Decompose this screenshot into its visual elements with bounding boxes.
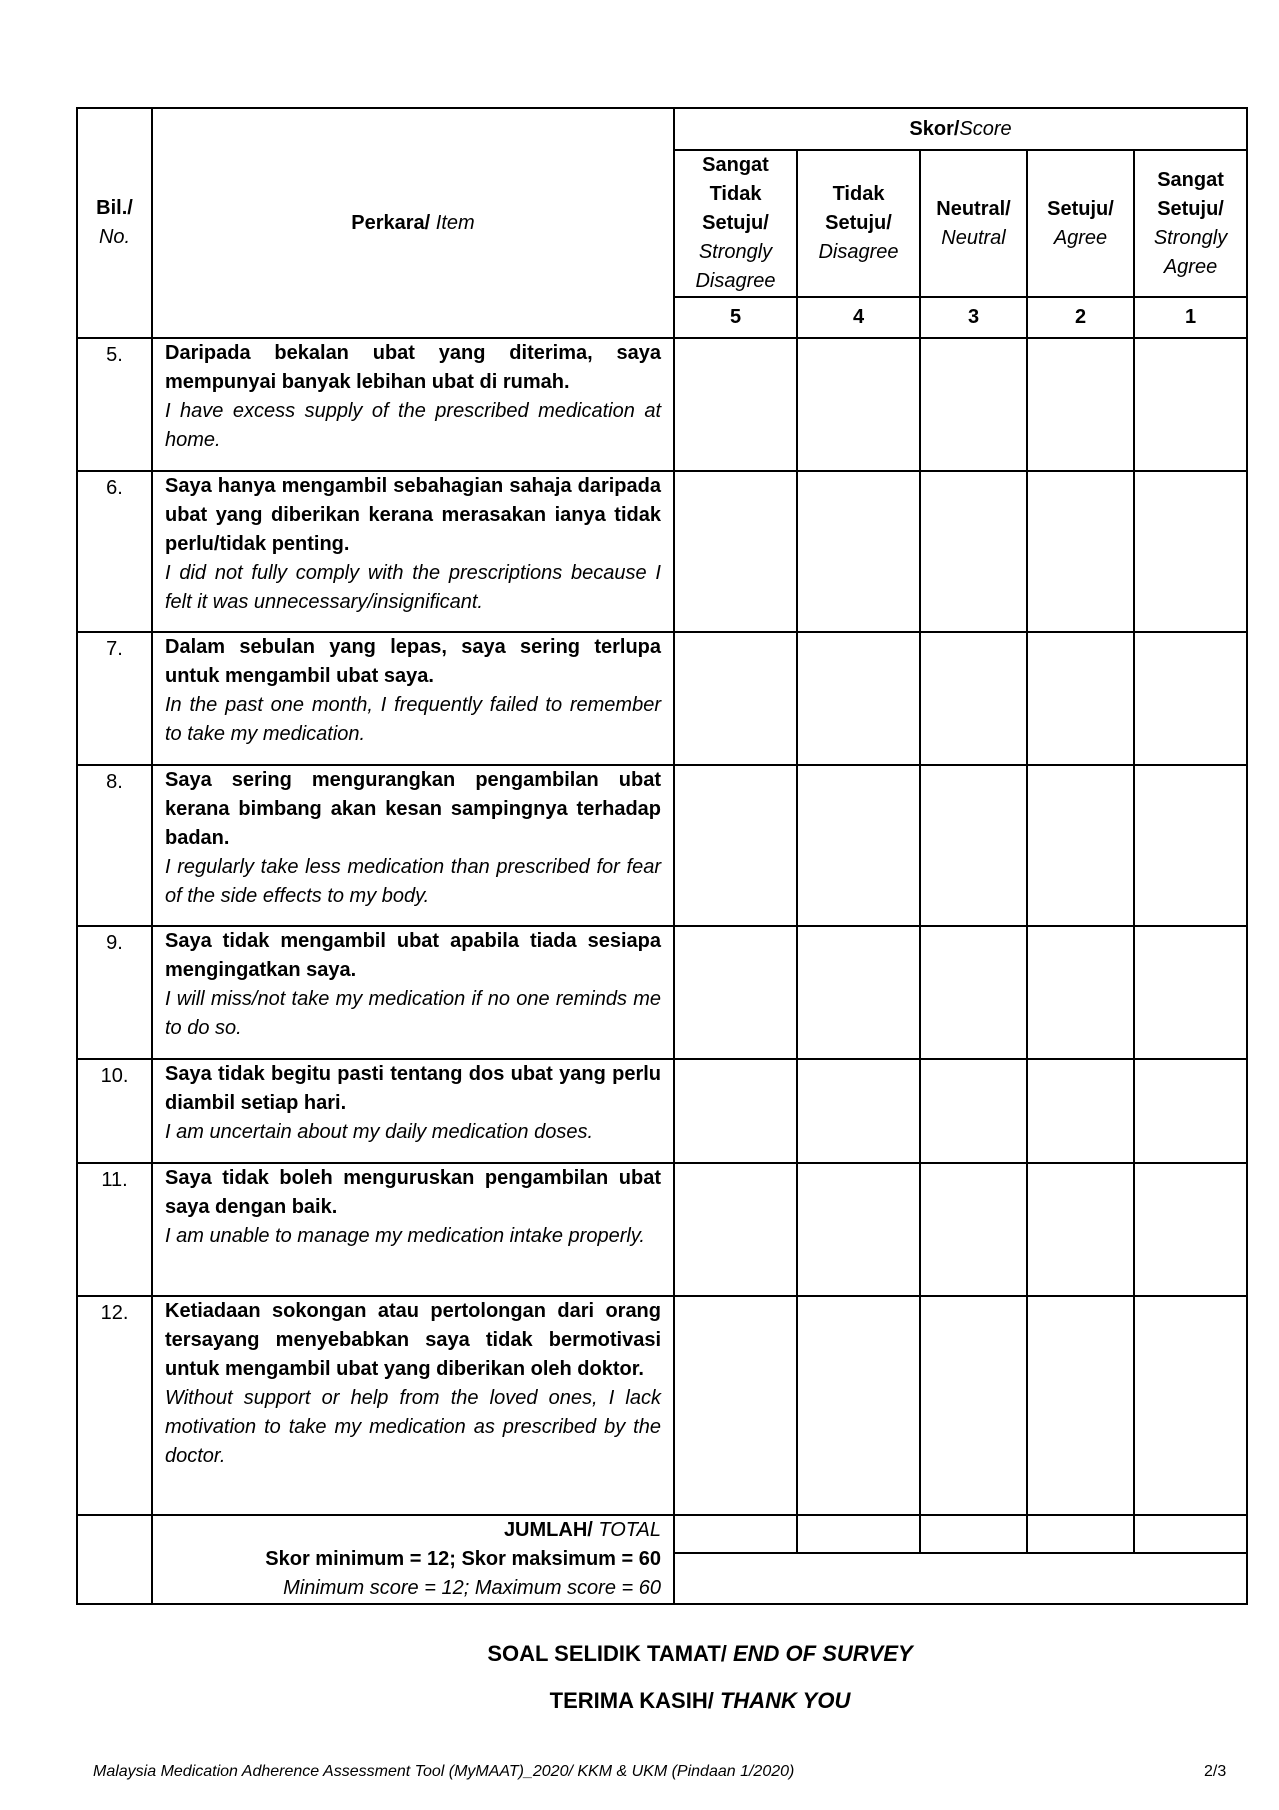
table-row bbox=[77, 765, 1247, 926]
scale-label-bm: Neutral/ bbox=[936, 197, 1011, 220]
item-text-en: I have excess supply of the prescribed medication at home. bbox=[165, 400, 661, 451]
score-cell-2[interactable] bbox=[1027, 765, 1134, 926]
header-item-bm: Perkara/ bbox=[351, 211, 431, 234]
score-cell-5[interactable] bbox=[674, 1296, 797, 1515]
page-number: 2/3 bbox=[1204, 1763, 1227, 1780]
scale-value: 3 bbox=[920, 297, 1027, 338]
score-cell-5[interactable] bbox=[674, 471, 797, 632]
score-cell-2[interactable] bbox=[1027, 1163, 1134, 1296]
scale-strongly-disagree bbox=[674, 150, 797, 297]
total-cell-4[interactable] bbox=[797, 1515, 920, 1553]
total-label-en: TOTAL bbox=[592, 1519, 661, 1541]
total-cell-2[interactable] bbox=[1027, 1515, 1134, 1553]
scale-label-bm: Sangat Setuju/ bbox=[1157, 168, 1224, 220]
score-cell-5[interactable] bbox=[674, 926, 797, 1059]
score-cell-3[interactable] bbox=[920, 338, 1027, 471]
score-cell-4[interactable] bbox=[797, 1059, 920, 1163]
scale-label-en: Disagree bbox=[818, 241, 899, 263]
score-cell-2[interactable] bbox=[1027, 1059, 1134, 1163]
score-cell-3[interactable] bbox=[920, 471, 1027, 632]
score-cell-3[interactable] bbox=[920, 926, 1027, 1059]
header-score bbox=[674, 108, 1247, 150]
score-cell-1[interactable] bbox=[1134, 765, 1247, 926]
total-row bbox=[77, 1515, 1247, 1553]
footer-note: Malaysia Medication Adherence Assessment Tool (MyMAAT)_2020/ KKM & UKM (Pindaan 1/2020) bbox=[93, 1763, 795, 1780]
scale-label-bm: Tidak Setuju/ bbox=[825, 183, 892, 234]
end-of-survey-bm: SOAL SELIDIK TAMAT/ bbox=[487, 1641, 733, 1666]
table-row bbox=[77, 926, 1247, 1059]
item-text-en: I will miss/not take my medication if no one reminds me to do so. bbox=[165, 988, 661, 1039]
score-cell-3[interactable] bbox=[920, 1163, 1027, 1296]
score-cell-5[interactable] bbox=[674, 765, 797, 926]
thank-you-en: THANK YOU bbox=[719, 1688, 851, 1713]
item-text-bm: Daripada bekalan ubat yang diterima, saya mempunyai banyak lebihan ubat di rumah. bbox=[165, 342, 661, 393]
item-text-en: I regularly take less medication than prescribed for fear of the side effects to my body. bbox=[165, 856, 661, 907]
table-row bbox=[77, 1059, 1247, 1163]
item-number: 11. bbox=[77, 1163, 152, 1296]
item-text bbox=[152, 926, 674, 1059]
header-no-bm: Bil./ bbox=[96, 197, 133, 219]
item-text-bm: Saya tidak boleh menguruskan pengambilan ubat saya dengan baik. bbox=[165, 1167, 661, 1218]
end-of-survey bbox=[0, 1641, 1279, 1667]
score-cell-2[interactable] bbox=[1027, 338, 1134, 471]
item-text bbox=[152, 1059, 674, 1163]
score-cell-3[interactable] bbox=[920, 1059, 1027, 1163]
header-item-en: Item bbox=[430, 211, 475, 234]
header-no-en: No. bbox=[98, 226, 131, 248]
item-text-bm: Dalam sebulan yang lepas, saya sering terlupa untuk mengambil ubat saya. bbox=[165, 636, 661, 687]
item-text bbox=[152, 1163, 674, 1296]
item-number: 12. bbox=[77, 1296, 152, 1515]
score-cell-4[interactable] bbox=[797, 1163, 920, 1296]
table-row bbox=[77, 632, 1247, 765]
scale-value: 1 bbox=[1134, 297, 1247, 338]
score-cell-4[interactable] bbox=[797, 632, 920, 765]
score-range-en: Minimum score = 12; Maximum score = 60 bbox=[283, 1577, 661, 1599]
item-number: 8. bbox=[77, 765, 152, 926]
total-no-cell bbox=[77, 1515, 152, 1604]
item-text-bm: Saya sering mengurangkan pengambilan ubat kerana bimbang akan kesan sampingnya terhadap badan. bbox=[165, 769, 661, 849]
item-number: 7. bbox=[77, 632, 152, 765]
item-number: 9. bbox=[77, 926, 152, 1059]
item-text bbox=[152, 471, 674, 632]
scale-value: 5 bbox=[674, 297, 797, 338]
scale-neutral bbox=[920, 150, 1027, 297]
total-cell-5[interactable] bbox=[674, 1515, 797, 1553]
item-number: 10. bbox=[77, 1059, 152, 1163]
item-text-bm: Saya hanya mengambil sebahagian sahaja daripada ubat yang diberikan kerana merasakan ianya tidak perlu/tidak penting. bbox=[165, 475, 661, 555]
score-cell-5[interactable] bbox=[674, 338, 797, 471]
table-row bbox=[77, 471, 1247, 632]
score-cell-4[interactable] bbox=[797, 765, 920, 926]
item-text-en: In the past one month, I frequently failed to remember to take my medication. bbox=[165, 694, 661, 745]
score-cell-1[interactable] bbox=[1134, 1296, 1247, 1515]
score-cell-4[interactable] bbox=[797, 471, 920, 632]
item-number: 5. bbox=[77, 338, 152, 471]
item-text-bm: Saya tidak mengambil ubat apabila tiada sesiapa mengingatkan saya. bbox=[165, 930, 661, 981]
table-row bbox=[77, 1296, 1247, 1515]
item-text-bm: Ketiadaan sokongan atau pertolongan dari orang tersayang menyebabkan saya tidak bermotivasi untuk mengambil ubat yang diberikan oleh doktor. bbox=[165, 1300, 661, 1380]
item-text-en: I am unable to manage my medication intake properly. bbox=[165, 1225, 645, 1247]
scale-strongly-agree bbox=[1134, 150, 1247, 297]
item-number: 6. bbox=[77, 471, 152, 632]
item-text-en: I am uncertain about my daily medication doses. bbox=[165, 1121, 593, 1143]
scale-value: 4 bbox=[797, 297, 920, 338]
total-cell-1[interactable] bbox=[1134, 1515, 1247, 1553]
header-score-bm: Skor/ bbox=[909, 117, 960, 140]
score-cell-5[interactable] bbox=[674, 1163, 797, 1296]
scale-label-en: Agree bbox=[1053, 226, 1108, 249]
table-row bbox=[77, 1163, 1247, 1296]
header-no bbox=[77, 108, 152, 338]
header-score-en: Score bbox=[959, 117, 1012, 140]
grand-total-cell[interactable] bbox=[674, 1553, 1247, 1604]
item-text bbox=[152, 1296, 674, 1515]
score-cell-4[interactable] bbox=[797, 1296, 920, 1515]
total-label bbox=[152, 1515, 674, 1604]
score-cell-4[interactable] bbox=[797, 926, 920, 1059]
scale-label-en: Strongly Disagree bbox=[695, 241, 776, 292]
score-cell-1[interactable] bbox=[1134, 1163, 1247, 1296]
scale-label-en: Strongly Agree bbox=[1153, 226, 1228, 278]
table-row bbox=[77, 338, 1247, 471]
scale-label-bm: Sangat Tidak Setuju/ bbox=[702, 154, 769, 234]
total-label-bm: JUMLAH/ bbox=[503, 1519, 593, 1541]
thank-you-bm: TERIMA KASIH/ bbox=[549, 1688, 720, 1713]
score-cell-4[interactable] bbox=[797, 338, 920, 471]
item-text-bm: Saya tidak begitu pasti tentang dos ubat yang perlu diambil setiap hari. bbox=[165, 1063, 661, 1114]
score-cell-1[interactable] bbox=[1134, 471, 1247, 632]
scale-label-bm: Setuju/ bbox=[1047, 197, 1114, 220]
end-of-survey-en: END OF SURVEY bbox=[732, 1641, 913, 1666]
score-cell-5[interactable] bbox=[674, 632, 797, 765]
item-text bbox=[152, 765, 674, 926]
score-cell-2[interactable] bbox=[1027, 926, 1134, 1059]
item-text-en: I did not fully comply with the prescriptions because I felt it was unnecessary/insignificant. bbox=[165, 562, 661, 613]
mymaat-survey-table bbox=[76, 107, 1248, 1605]
score-cell-3[interactable] bbox=[920, 765, 1027, 926]
header-item bbox=[152, 108, 674, 338]
item-text bbox=[152, 632, 674, 765]
scale-value: 2 bbox=[1027, 297, 1134, 338]
item-text-en: Without support or help from the loved ones, I lack motivation to take my medication as prescribed by the doctor. bbox=[165, 1387, 661, 1467]
thank-you bbox=[0, 1688, 1279, 1714]
score-cell-2[interactable] bbox=[1027, 471, 1134, 632]
score-range-bm: Skor minimum = 12; Skor maksimum = 60 bbox=[265, 1548, 661, 1570]
score-cell-2[interactable] bbox=[1027, 632, 1134, 765]
score-cell-2[interactable] bbox=[1027, 1296, 1134, 1515]
scale-agree bbox=[1027, 150, 1134, 297]
score-cell-1[interactable] bbox=[1134, 926, 1247, 1059]
item-text bbox=[152, 338, 674, 471]
scale-disagree bbox=[797, 150, 920, 297]
total-cell-3[interactable] bbox=[920, 1515, 1027, 1553]
score-cell-1[interactable] bbox=[1134, 338, 1247, 471]
score-cell-5[interactable] bbox=[674, 1059, 797, 1163]
score-cell-3[interactable] bbox=[920, 632, 1027, 765]
score-cell-1[interactable] bbox=[1134, 1059, 1247, 1163]
score-cell-3[interactable] bbox=[920, 1296, 1027, 1515]
scale-label-en: Neutral bbox=[941, 226, 1006, 249]
score-cell-1[interactable] bbox=[1134, 632, 1247, 765]
